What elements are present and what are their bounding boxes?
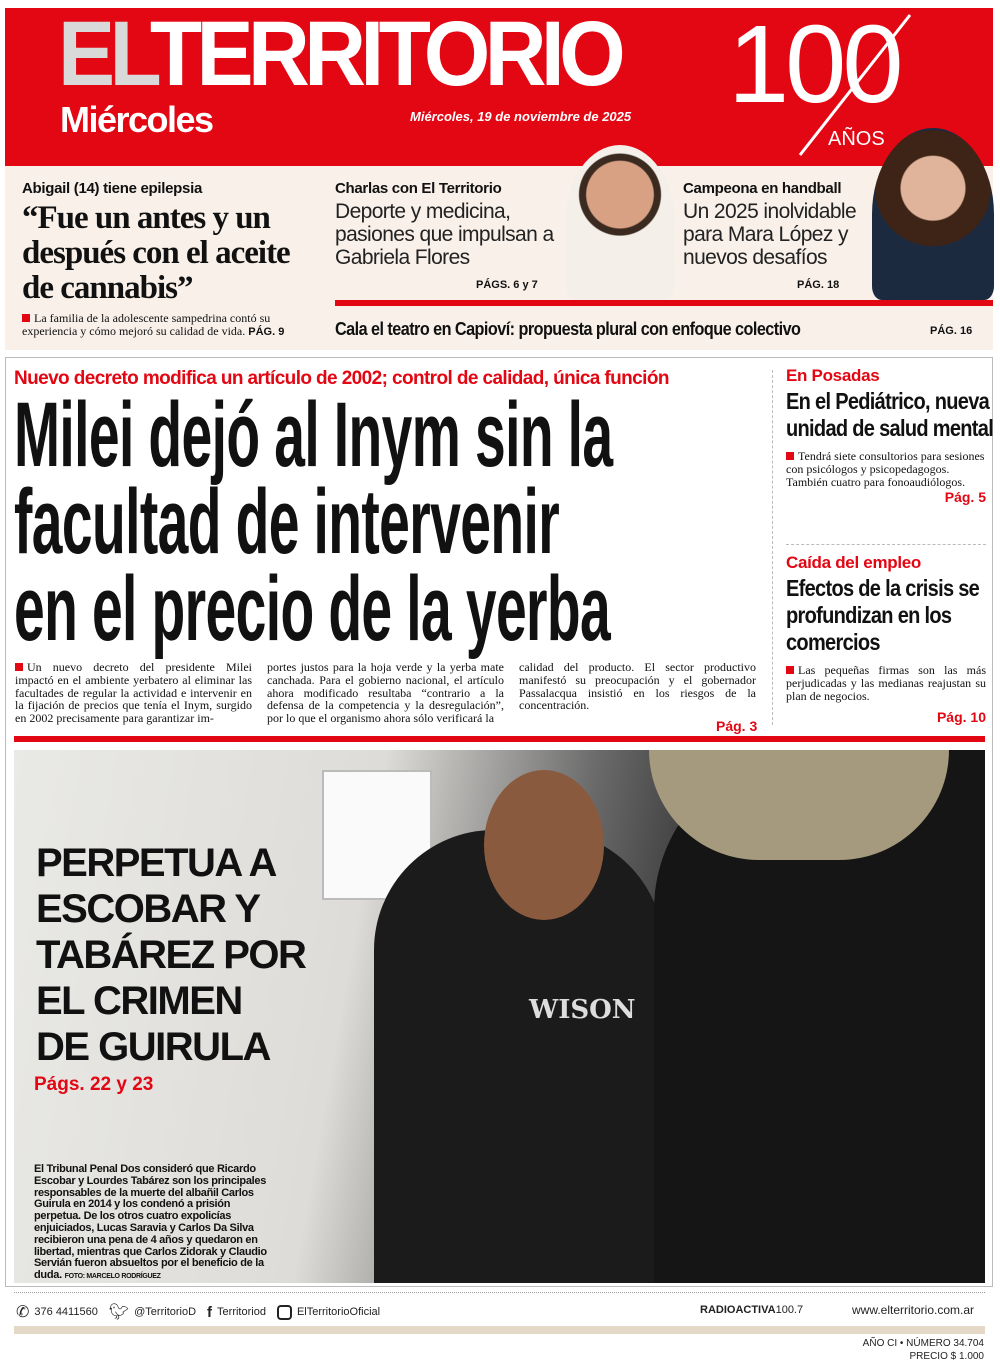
headline-line: facultad de intervenir xyxy=(14,471,560,573)
whatsapp-number[interactable]: 376 4411560 xyxy=(34,1306,98,1318)
caption-text: El Tribunal Penal Dos consideró que Ricardo Escobar y Lourdes Tabárez son los principales responsables de la muerte del albañil Carlos Guirula en 2014 y los condenó a prisión perpetua. De los otros cuatro expolicías enjuiciados, Lucas Saravia y Carlos Da Silva recibieron una pena de 4 años y quedaron en libertad, mientras que Carlos Zidorak y Claudio Servián fueron absueltos por el beneficio de la duda. xyxy=(34,1163,267,1282)
photo-caption xyxy=(34,1164,274,1283)
side-kicker: Caída del empleo xyxy=(786,553,922,572)
lead-column-2: portes justos para la hoja verde y la yerba mate canchada. Para el gobierno nacional, el artículo ahora modificado resultaba “contrario a la defensa de la competencia y la desregulación”, por lo que el organismo ahora sólo verificará la xyxy=(267,660,504,726)
teaser-headline: Un 2025 inolvidable para Mara López y nuevos desafíos xyxy=(683,200,857,269)
gabriela-flores-photo xyxy=(565,145,675,300)
radio-name: RADIOACTIVA xyxy=(700,1304,776,1316)
teaser-headline: Deporte y medicina, pasiones que impulsan a Gabriela Flores xyxy=(335,200,554,269)
page-ref: Pág. 10 xyxy=(936,709,986,725)
lead-column-3: calidad del producto. El sector productivo manifestó su preocupación y el gobernador Passalacqua insistió en los riesgos de la concentración. xyxy=(519,660,756,713)
page-ref: PÁG. 18 xyxy=(797,279,840,291)
red-rule xyxy=(14,736,985,742)
column-divider xyxy=(772,370,773,725)
lead-column-1 xyxy=(15,661,252,725)
headline-line: PERPETUA A xyxy=(36,841,276,885)
teaser-headline: “Fue un antes y un después con el aceite de cannabis” xyxy=(22,200,290,306)
issue-number: AÑO CI • NÚMERO 34.704 xyxy=(862,1338,984,1349)
edition-date: Miércoles, 19 de noviembre de 2025 xyxy=(410,109,632,124)
headline-line: en el precio de la yerba xyxy=(14,558,611,660)
bullet-icon xyxy=(22,314,30,322)
page-ref: PÁG. 16 xyxy=(930,325,973,337)
shirt-text: WISON xyxy=(529,995,636,1025)
bullet-icon xyxy=(786,666,794,674)
side-kicker: En Posadas xyxy=(786,366,880,385)
side-story-pediatrico[interactable] xyxy=(786,366,994,505)
teaser-kicker: Campeona en handball xyxy=(683,180,842,197)
headline-line: TABÁREZ POR xyxy=(36,933,306,977)
headline-line: ESCOBAR Y xyxy=(36,887,260,931)
social-links xyxy=(16,1302,380,1322)
defendant-head xyxy=(484,770,604,920)
edition-day: Miércoles xyxy=(60,99,213,140)
instagram-icon xyxy=(277,1305,292,1320)
headline-line: EL CRIMEN xyxy=(36,979,242,1023)
teaser-gabriela[interactable] xyxy=(335,180,563,269)
side-story-empleo[interactable] xyxy=(786,553,986,725)
page-ref: PÁGS. 6 y 7 xyxy=(476,279,538,291)
teaser-handball[interactable] xyxy=(683,180,883,269)
anniversary-label: AÑOS xyxy=(828,128,885,150)
price: PRECIO $ 1.000 xyxy=(909,1351,984,1362)
instagram-handle[interactable]: ElTerritorioOficial xyxy=(296,1306,381,1318)
photo-credit: FOTO: MARCELO RODRÍGUEZ xyxy=(64,1273,161,1281)
lead-kicker: Nuevo decreto modifica un artículo de 2002; control de calidad, única función xyxy=(14,368,669,389)
side-summary: Tendrá siete consultorios para sesiones con psicólogos y psicopedagogos. También cuatro para fonoaudiólogos. xyxy=(786,449,985,489)
column-text: Un nuevo decreto del presidente Milei impactó en el ambiente yerbatero al eliminar las facultades de regular la actividad e intervenir en la fijación de precios que tenía el Inym, surgido en 2002 precisamente para garantizar im- xyxy=(15,660,252,726)
radio-brand xyxy=(700,1304,803,1316)
strip-headline[interactable]: Cala el teatro en Capioví: propuesta plural con enfoque colectivo xyxy=(335,319,801,339)
teaser-kicker: Abigail (14) tiene epilepsia xyxy=(22,180,202,197)
page-ref: Pág. 3 xyxy=(716,718,758,734)
teaser-summary: La familia de la adolescente sampedrina contó su experiencia y cómo mejoró su calidad de vida. xyxy=(22,311,271,338)
teaser-cannabis[interactable] xyxy=(22,180,327,338)
headline-line: DE GUIRULA xyxy=(36,1025,270,1069)
page-ref: Págs. 22 y 23 xyxy=(34,1074,154,1095)
radio-frequency: 100.7 xyxy=(775,1304,804,1316)
headline-line: Milei dejó al Inym sin la xyxy=(14,384,613,486)
page-ref: Pág. 5 xyxy=(944,489,986,505)
mara-lopez-photo xyxy=(872,128,994,300)
side-headline: En el Pediátrico, nueva unidad de salud mental xyxy=(786,388,994,441)
red-rule xyxy=(335,300,993,306)
footer-band xyxy=(14,1326,985,1334)
side-headline: Efectos de la crisis se profundizan en los comercios xyxy=(786,575,980,655)
facebook-handle[interactable]: Territoriod xyxy=(217,1306,266,1318)
newspaper-logo: ELTERRITORIO xyxy=(58,3,621,105)
divider xyxy=(786,544,986,545)
bullet-icon xyxy=(15,663,23,671)
whatsapp-icon: ✆ xyxy=(16,1304,30,1321)
facebook-icon: f xyxy=(207,1303,213,1321)
website-link[interactable]: www.elterritorio.com.ar xyxy=(852,1303,975,1317)
page-ref: PÁG. 9 xyxy=(248,326,285,338)
photo-headline[interactable] xyxy=(36,840,305,1070)
twitter-icon: 🐦︎ xyxy=(108,1304,130,1321)
teaser-kicker: Charlas con El Territorio xyxy=(335,180,502,197)
bullet-icon xyxy=(786,452,794,460)
lead-headline[interactable] xyxy=(14,384,752,660)
side-summary: Las pequeñas firmas son las más perjudicadas y las medianas reajustan su plan de negocios. xyxy=(786,663,986,703)
twitter-handle[interactable]: @TerritorioD xyxy=(134,1306,197,1318)
divider xyxy=(14,1292,985,1293)
anniversary-logo: 100 xyxy=(728,3,900,126)
issue-info xyxy=(863,1337,984,1363)
